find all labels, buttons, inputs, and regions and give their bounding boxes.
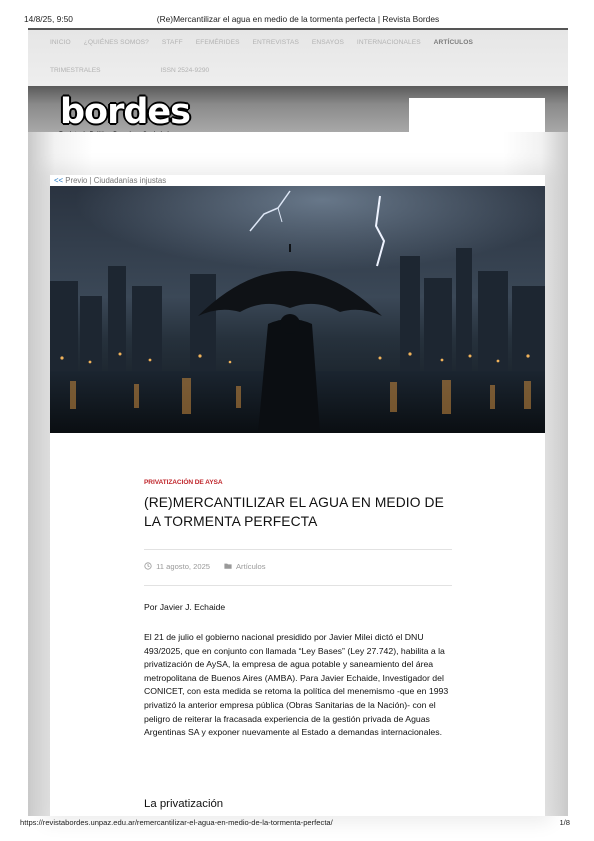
nav-row-secondary [50, 67, 267, 74]
print-page-number: 1/8 [559, 818, 570, 827]
site-navigation [28, 28, 568, 86]
nav-row-primary [50, 39, 484, 46]
nav-item-internacionales[interactable]: INTERNACIONALES [356, 39, 421, 46]
post-meta [144, 562, 266, 571]
nav-item-efemerides[interactable]: EFEMÉRIDES [195, 39, 240, 46]
nav-item-trimestrales[interactable]: TRIMESTRALES [50, 67, 101, 74]
nav-item-quienes-somos[interactable]: ¿QUIÉNES SOMOS? [83, 39, 149, 46]
prev-label: Previo [65, 176, 88, 185]
logo-wordmark: bordes [60, 92, 190, 132]
clock-icon [144, 562, 152, 570]
print-url: https://revistabordes.unpaz.edu.ar/remercantilizar-el-agua-en-medio-de-la-tormenta-perfecta/ [20, 818, 333, 827]
print-footer [20, 818, 570, 830]
prev-arrows: << [54, 176, 64, 185]
post-section[interactable]: Artículos [235, 562, 266, 571]
previous-post-link[interactable] [54, 176, 166, 185]
post-date[interactable]: 11 agosto, 2025 [156, 562, 211, 571]
folder-icon [224, 562, 232, 570]
post-author: Por Javier J. Echaide [144, 602, 226, 612]
featured-image [50, 186, 545, 433]
print-header [24, 14, 572, 26]
section-heading: La privatización [144, 798, 224, 810]
post-category[interactable]: PRIVATIZACIÓN DE AYSA [144, 479, 223, 486]
meta-divider-top [144, 549, 452, 550]
nav-item-entrevistas[interactable]: ENTREVISTAS [252, 39, 299, 46]
prev-target-title: Ciudadanías injustas [93, 176, 167, 185]
search-box[interactable] [409, 98, 545, 132]
nav-item-staff[interactable]: STAFF [161, 39, 183, 46]
post-lead-paragraph: El 21 de julio el gobierno nacional presidido por Javier Milei dictó el DNU 493/2025, que en conjunto con llamada “Ley Bases” (Ley 27.742), habilita a la privatización de AySA, la empresa de agua potable y saneamiento del área metropolitana de Buenos Aires (AMBA). Para Javier Echaide, Investigador del CONICET, con esta medida se retoma la política del menemismo -que en 1993 privatizó la anterior empresa pública (Obras Sanitarias de la Nación)- con el peligro de reiterar la fracasada experiencia de la gestión privada de Aguas Argentinas SA y exponer nuevamente al Estado a demandas internacionales. [144, 632, 449, 738]
post-title: (RE)MERCANTILIZAR EL AGUA EN MEDIO DE LA TORMENTA PERFECTA [144, 495, 444, 529]
nav-item-ensayos[interactable]: ENSAYOS [311, 39, 344, 46]
prev-divider: | [89, 176, 92, 185]
nav-item-inicio[interactable]: INICIO [50, 39, 71, 46]
print-datetime: 14/8/25, 9:50 [24, 14, 73, 24]
print-page-title: (Re)Mercantilizar el agua en medio de la tormenta perfecta | Revista Bordes [156, 14, 440, 24]
nav-item-articulos[interactable]: ARTÍCULOS [433, 39, 474, 46]
nav-item-issn: ISSN 2524-9290 [160, 67, 210, 74]
meta-divider-bottom [144, 585, 452, 586]
storm-umbrella-illustration [50, 186, 545, 433]
article-card [50, 175, 545, 816]
